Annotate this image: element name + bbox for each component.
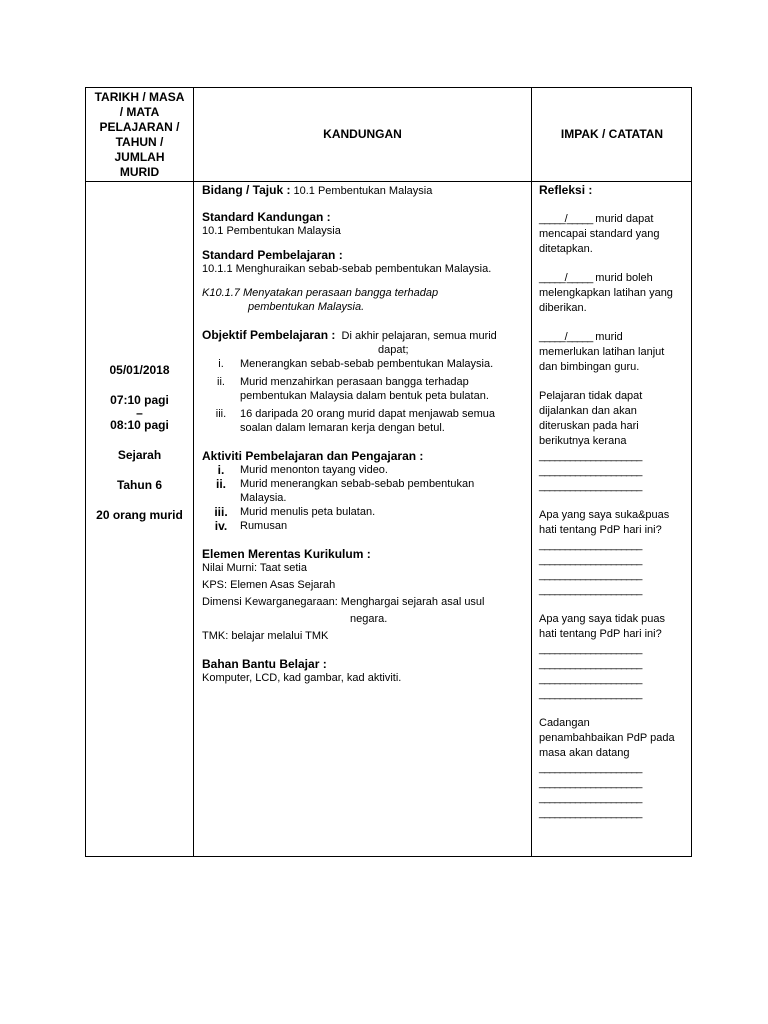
aktiviti-text: Rumusan	[240, 520, 288, 532]
answer-line: ____________________	[539, 480, 642, 492]
refleksi-item-2	[539, 271, 689, 316]
emk-section	[202, 547, 532, 643]
answer-line: ____________________	[539, 673, 642, 685]
kps: KPS: Elemen Asas Sejarah	[202, 579, 336, 591]
blank-ratio: _____/_____	[539, 331, 593, 343]
objektif-intro-cont: dapat;	[378, 344, 409, 356]
k-standard-line1: K10.1.7 Menyatakan perasaan bangga terhadap	[202, 287, 439, 299]
nilai-murni: Nilai Murni: Taat setia	[202, 562, 307, 574]
lesson-pupils: 20 orang murid	[96, 508, 183, 522]
aktiviti-item	[202, 505, 532, 519]
refleksi-text: murid boleh	[592, 272, 653, 284]
header-col1-line: PELAJARAN /	[99, 119, 180, 134]
question-text: berikutnya kerana	[539, 435, 627, 447]
bidang-label: Bidang / Tajuk :	[202, 183, 291, 197]
bbb-label: Bahan Bantu Belajar :	[202, 657, 327, 671]
k-standard-line2: pembentukan Malaysia.	[248, 301, 365, 313]
aktiviti-number: iii.	[214, 505, 228, 519]
standard-pembelajaran-value: 10.1.1 Menghuraikan sebab-sebab pembentukan Malaysia.	[202, 263, 492, 275]
header-divider	[86, 181, 691, 182]
objektif-number: i.	[218, 358, 224, 370]
aktiviti-section	[202, 449, 532, 533]
answer-line: ____________________	[539, 807, 642, 819]
standard-kandungan-value: 10.1 Pembentukan Malaysia	[202, 225, 341, 237]
answer-line: ____________________	[539, 554, 642, 566]
question-text: Apa yang saya suka&puas	[539, 509, 670, 521]
impak-content	[539, 183, 689, 821]
header-col1-line: MURID	[119, 164, 160, 179]
bidang-section	[202, 183, 532, 198]
lesson-info	[86, 363, 193, 538]
kandungan-content	[202, 183, 532, 695]
aktiviti-number: ii.	[215, 477, 226, 491]
refleksi-item-1	[539, 212, 689, 257]
refleksi-text: melengkapkan latihan yang	[539, 287, 673, 299]
question-text: Pelajaran tidak dapat	[539, 390, 643, 402]
refleksi-text: murid dapat	[592, 213, 654, 225]
question-1	[539, 389, 689, 494]
question-4	[539, 716, 689, 821]
standard-kandungan-label: Standard Kandungan :	[202, 210, 331, 224]
question-text: Apa yang saya tidak puas	[539, 613, 665, 625]
aktiviti-number: iv.	[214, 519, 228, 533]
refleksi-text: dan bimbingan guru.	[539, 361, 640, 373]
answer-line: ____________________	[539, 762, 642, 774]
dimensi-kewarganegaraan: Dimensi Kewarganegaraan: Menghargai sejarah asal usul	[202, 596, 485, 608]
refleksi-text: ditetapkan.	[539, 243, 593, 255]
lesson-date: 05/01/2018	[109, 363, 170, 377]
refleksi-text: mencapai standard yang	[539, 228, 660, 240]
aktiviti-label: Aktiviti Pembelajaran dan Pengajaran :	[202, 449, 424, 463]
lesson-time-start: 07:10 pagi	[110, 393, 169, 407]
header-col1-line: JUMLAH	[114, 149, 165, 164]
objektif-item	[202, 357, 532, 371]
refleksi-text: murid	[592, 331, 623, 343]
question-text: diteruskan pada hari	[539, 420, 639, 432]
header-col1-line: TARIKH / MASA	[94, 89, 185, 104]
objektif-text: 16 daripada 20 orang murid dapat menjawab semua soalan dalam lemaran kerja dengan betul.	[240, 408, 495, 434]
question-text: Cadangan	[539, 717, 590, 729]
header-col1	[86, 88, 193, 181]
question-text: hati tentang PdP hari ini?	[539, 628, 662, 640]
answer-line: ____________________	[539, 584, 642, 596]
refleksi-item-3	[539, 330, 689, 375]
standard-pembelajaran-label: Standard Pembelajaran :	[202, 248, 343, 262]
objektif-item	[202, 375, 532, 403]
refleksi-text: diberikan.	[539, 302, 587, 314]
objektif-section	[202, 328, 532, 435]
standard-pembelajaran-section	[202, 248, 532, 276]
question-text: penambahbaikan PdP pada	[539, 732, 675, 744]
lesson-time-end: 08:10 pagi	[110, 418, 169, 432]
question-text: masa akan datang	[539, 747, 630, 759]
objektif-text: Murid menzahirkan perasaan bangga terhadap pembentukan Malaysia dalam bentuk peta bulatan.	[240, 376, 489, 402]
aktiviti-item	[202, 463, 532, 477]
aktiviti-number: i.	[217, 463, 225, 477]
column-divider-1	[193, 88, 194, 856]
question-2	[539, 508, 689, 598]
aktiviti-item	[202, 477, 532, 505]
question-text: dijalankan dan akan	[539, 405, 637, 417]
lesson-year: Tahun 6	[116, 478, 163, 492]
tmk: TMK: belajar melalui TMK	[202, 630, 329, 642]
objektif-text: Menerangkan sebab-sebab pembentukan Malaysia.	[240, 358, 494, 370]
answer-line: ____________________	[539, 643, 642, 655]
lesson-subject: Sejarah	[117, 448, 162, 462]
aktiviti-text: Murid menerangkan sebab-sebab pembentukan Malaysia.	[240, 478, 475, 504]
header-col1-line: TAHUN /	[115, 134, 164, 149]
emk-label: Elemen Merentas Kurikulum :	[202, 547, 371, 561]
answer-line: ____________________	[539, 688, 642, 700]
k-standard-section	[202, 286, 532, 314]
answer-line: ____________________	[539, 465, 642, 477]
answer-line: ____________________	[539, 450, 642, 462]
bbb-value: Komputer, LCD, kad gambar, kad aktiviti.	[202, 672, 402, 684]
aktiviti-text: Murid menulis peta bulatan.	[240, 506, 376, 518]
lesson-plan-table	[85, 87, 692, 857]
lesson-time-dash: –	[136, 406, 143, 420]
refleksi-text: memerlukan latihan lanjut	[539, 346, 665, 358]
aktiviti-text: Murid menonton tayang video.	[240, 464, 388, 476]
refleksi-label: Refleksi :	[539, 183, 593, 197]
bbb-section	[202, 657, 532, 685]
answer-line: ____________________	[539, 539, 642, 551]
answer-line: ____________________	[539, 569, 642, 581]
objektif-number: ii.	[217, 376, 225, 388]
aktiviti-item	[202, 519, 532, 533]
header-impak: IMPAK / CATATAN	[560, 127, 664, 141]
blank-ratio: _____/_____	[539, 272, 593, 284]
objektif-intro: Di akhir pelajaran, semua murid	[341, 330, 497, 342]
standard-kandungan-section	[202, 210, 532, 238]
header-kandungan: KANDUNGAN	[323, 127, 402, 141]
answer-line: ____________________	[539, 658, 642, 670]
bidang-value: 10.1 Pembentukan Malaysia	[290, 185, 433, 197]
dimensi-kewarganegaraan-cont: negara.	[350, 613, 388, 625]
question-3	[539, 612, 689, 702]
objektif-label: Objektif Pembelajaran :	[202, 328, 336, 342]
question-text: hati tentang PdP hari ini?	[539, 524, 662, 536]
blank-ratio: _____/_____	[539, 213, 593, 225]
answer-line: ____________________	[539, 777, 642, 789]
answer-line: ____________________	[539, 792, 642, 804]
objektif-number: iii.	[215, 408, 227, 420]
objektif-item	[202, 407, 532, 435]
header-col1-line: / MATA	[119, 104, 160, 119]
